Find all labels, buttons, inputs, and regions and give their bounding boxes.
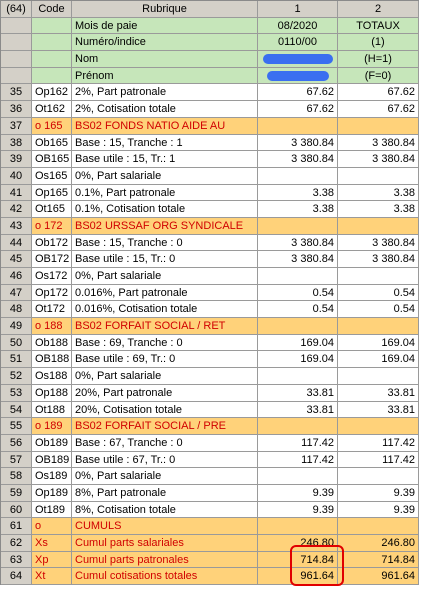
label-cell[interactable]: Cumul parts salariales [72,535,258,552]
section-row[interactable] [1,118,419,135]
code-cell[interactable]: Ob165 [32,135,72,152]
info-value-2[interactable]: (1) [338,34,419,51]
table-row[interactable] [1,135,419,152]
code-cell[interactable]: Ot165 [32,201,72,218]
section-row[interactable] [1,518,419,535]
code-cell[interactable]: o 172 [32,218,72,235]
value-col1-cell[interactable] [258,168,338,185]
value-col1-cell[interactable]: 3 380.84 [258,251,338,268]
value-col1-cell[interactable]: 961.64 [258,568,338,585]
value-col2-cell[interactable]: 117.42 [338,452,419,469]
code-cell[interactable]: OB172 [32,251,72,268]
row-number: 63 [1,552,32,569]
value-col1-cell[interactable]: 67.62 [258,101,338,118]
info-row [1,18,419,35]
value-col2-cell[interactable]: 169.04 [338,351,419,368]
code-cell [32,18,72,35]
data-rows [1,84,419,585]
label-cell[interactable]: 0.1%, Part patronale [72,185,258,202]
label-cell[interactable]: Base utile : 69, Tr.: 0 [72,351,258,368]
value-col2-cell[interactable]: 714.84 [338,552,419,569]
info-value-1[interactable] [258,68,338,85]
value-col2-cell[interactable] [338,468,419,485]
value-col2-cell[interactable]: 3 380.84 [338,235,419,252]
info-value-2[interactable]: TOTAUX [338,18,419,35]
value-col2-cell[interactable]: 0.54 [338,301,419,318]
value-col1-cell[interactable] [258,368,338,385]
code-cell[interactable]: Ot188 [32,402,72,419]
row-number: 46 [1,268,32,285]
row-number: 45 [1,251,32,268]
code-cell[interactable]: Op165 [32,185,72,202]
code-cell[interactable]: Op172 [32,285,72,302]
table-row[interactable] [1,285,419,302]
row-number: 48 [1,301,32,318]
code-cell[interactable]: Ot162 [32,101,72,118]
info-label: Prénom [72,68,258,85]
info-value-1[interactable]: 08/2020 [258,18,338,35]
row-number: 51 [1,351,32,368]
value-col2-cell[interactable]: 117.42 [338,435,419,452]
label-cell[interactable]: Cumul parts patronales [72,552,258,569]
table-row[interactable] [1,368,419,385]
code-cell [32,68,72,85]
code-cell[interactable]: Os188 [32,368,72,385]
code-cell[interactable]: Os172 [32,268,72,285]
code-cell[interactable]: Ot172 [32,301,72,318]
header-col2[interactable]: 2 [338,1,419,18]
label-cell[interactable]: 8%, Cotisation totale [72,502,258,519]
value-col2-cell[interactable]: 9.39 [338,485,419,502]
value-col2-cell[interactable]: 33.81 [338,402,419,419]
value-col2-cell[interactable] [338,368,419,385]
code-cell[interactable]: Op162 [32,84,72,101]
value-col1-cell[interactable]: 169.04 [258,335,338,352]
value-col2-cell[interactable]: 9.39 [338,502,419,519]
info-value-2[interactable]: (H=1) [338,51,419,68]
label-cell[interactable]: Base : 67, Tranche : 0 [72,435,258,452]
table-row[interactable] [1,301,419,318]
value-col2-cell[interactable] [338,318,419,335]
info-label: Nom [72,51,258,68]
row-number: 39 [1,151,32,168]
row-number: 60 [1,502,32,519]
label-cell[interactable]: Base utile : 67, Tr.: 0 [72,452,258,469]
info-label: Numéro/indice [72,34,258,51]
info-label: Mois de paie [72,18,258,35]
code-cell[interactable]: OB165 [32,151,72,168]
row-number: 53 [1,385,32,402]
value-col1-cell[interactable] [258,218,338,235]
value-col2-cell[interactable]: 3 380.84 [338,151,419,168]
code-cell[interactable]: Ob172 [32,235,72,252]
row-number: 52 [1,368,32,385]
row-number: 44 [1,235,32,252]
label-cell[interactable]: 2%, Cotisation totale [72,101,258,118]
table-row[interactable] [1,552,419,569]
row-number: 41 [1,185,32,202]
table-row[interactable] [1,185,419,202]
value-col1-cell[interactable]: 9.39 [258,502,338,519]
row-number: 56 [1,435,32,452]
info-row [1,34,419,51]
row-number: 55 [1,418,32,435]
value-col1-cell[interactable]: 169.04 [258,351,338,368]
code-cell[interactable]: Xp [32,552,72,569]
label-cell[interactable]: Base utile : 15, Tr.: 1 [72,151,258,168]
label-cell[interactable]: BS02 FONDS NATIO AIDE AU [72,118,258,135]
table-row[interactable] [1,351,419,368]
value-col1-cell[interactable]: 67.62 [258,84,338,101]
value-col1-cell[interactable] [258,268,338,285]
code-cell[interactable]: Op189 [32,485,72,502]
info-row [1,68,419,85]
value-col2-cell[interactable]: 0.54 [338,285,419,302]
value-col1-cell[interactable]: 0.54 [258,285,338,302]
row-number [1,51,32,68]
value-col2-cell[interactable] [338,218,419,235]
header-code[interactable]: Code [32,1,72,18]
row-number [1,18,32,35]
row-number: 43 [1,218,32,235]
value-col1-cell[interactable]: 714.84 [258,552,338,569]
row-number: 38 [1,135,32,152]
value-col1-cell[interactable] [258,118,338,135]
info-row [1,51,419,68]
table-row[interactable] [1,535,419,552]
code-cell[interactable]: OB188 [32,351,72,368]
label-cell[interactable]: BS02 FORFAIT SOCIAL / PRE [72,418,258,435]
table-row[interactable] [1,568,419,585]
value-col2-cell[interactable]: 3.38 [338,201,419,218]
value-col1-cell[interactable]: 3.38 [258,201,338,218]
label-cell[interactable]: Base utile : 15, Tr.: 0 [72,251,258,268]
table-row[interactable] [1,201,419,218]
code-cell [32,34,72,51]
table-row[interactable] [1,435,419,452]
label-cell[interactable]: 2%, Part patronale [72,84,258,101]
section-row[interactable] [1,318,419,335]
header-row [1,1,419,18]
value-col2-cell[interactable] [338,268,419,285]
row-number: 40 [1,168,32,185]
label-cell[interactable]: Cumul cotisations totales [72,568,258,585]
value-col2-cell[interactable]: 3 380.84 [338,251,419,268]
label-cell[interactable]: 0%, Part salariale [72,368,258,385]
label-cell[interactable]: Base : 15, Tranche : 1 [72,135,258,152]
code-cell[interactable]: Os165 [32,168,72,185]
value-col2-cell[interactable]: 67.62 [338,101,419,118]
code-cell[interactable]: OB189 [32,452,72,469]
value-col1-cell[interactable]: 3 380.84 [258,135,338,152]
code-cell[interactable]: Ob188 [32,335,72,352]
value-col2-cell[interactable] [338,518,419,535]
label-cell[interactable]: Base : 69, Tranche : 0 [72,335,258,352]
value-col2-cell[interactable]: 961.64 [338,568,419,585]
row-number: 49 [1,318,32,335]
label-cell[interactable]: 0.016%, Part patronale [72,285,258,302]
value-col1-cell[interactable]: 3.38 [258,185,338,202]
table-row[interactable] [1,268,419,285]
label-cell[interactable]: 0.016%, Cotisation totale [72,301,258,318]
table-row[interactable] [1,101,419,118]
table-row[interactable] [1,151,419,168]
row-number: 42 [1,201,32,218]
info-value-2[interactable]: (F=0) [338,68,419,85]
row-number: 50 [1,335,32,352]
table-row[interactable] [1,168,419,185]
row-number: 59 [1,485,32,502]
table-row[interactable] [1,251,419,268]
row-number [1,68,32,85]
value-col1-cell[interactable]: 33.81 [258,402,338,419]
table-row[interactable] [1,468,419,485]
row-number: 58 [1,468,32,485]
header-col1[interactable]: 1 [258,1,338,18]
label-cell[interactable]: 8%, Part patronale [72,485,258,502]
table-row[interactable] [1,402,419,419]
value-col1-cell[interactable]: 3 380.84 [258,151,338,168]
table-row[interactable] [1,385,419,402]
code-cell[interactable]: o 165 [32,118,72,135]
value-col2-cell[interactable] [338,118,419,135]
code-cell[interactable]: Xt [32,568,72,585]
value-col2-cell[interactable]: 169.04 [338,335,419,352]
table-row[interactable] [1,235,419,252]
label-cell[interactable]: Base : 15, Tranche : 0 [72,235,258,252]
table-row[interactable] [1,84,419,101]
label-cell[interactable]: 20%, Part patronale [72,385,258,402]
info-value-1[interactable]: 0110/00 [258,34,338,51]
info-value-1[interactable] [258,51,338,68]
value-col1-cell[interactable] [258,418,338,435]
header-count[interactable]: (64) [1,1,32,18]
value-col1-cell[interactable] [258,518,338,535]
table-row[interactable] [1,452,419,469]
value-col1-cell[interactable]: 9.39 [258,485,338,502]
row-number: 37 [1,118,32,135]
value-col1-cell[interactable]: 117.42 [258,435,338,452]
value-col1-cell[interactable] [258,468,338,485]
row-number: 36 [1,101,32,118]
section-row[interactable] [1,418,419,435]
value-col1-cell[interactable]: 117.42 [258,452,338,469]
header-rubrique[interactable]: Rubrique [72,1,258,18]
code-cell[interactable]: o 189 [32,418,72,435]
value-col2-cell[interactable] [338,418,419,435]
table-row[interactable] [1,485,419,502]
value-col2-cell[interactable]: 3.38 [338,185,419,202]
value-col2-cell[interactable]: 3 380.84 [338,135,419,152]
value-col2-cell[interactable]: 67.62 [338,84,419,101]
code-cell[interactable]: Ot189 [32,502,72,519]
value-col1-cell[interactable] [258,318,338,335]
row-number: 57 [1,452,32,469]
table-row[interactable] [1,502,419,519]
value-col1-cell[interactable]: 246.80 [258,535,338,552]
value-col2-cell[interactable] [338,168,419,185]
row-number: 47 [1,285,32,302]
label-cell[interactable]: 20%, Cotisation totale [72,402,258,419]
value-col2-cell[interactable]: 33.81 [338,385,419,402]
label-cell[interactable]: CUMULS [72,518,258,535]
value-col2-cell[interactable]: 246.80 [338,535,419,552]
value-col1-cell[interactable]: 3 380.84 [258,235,338,252]
redacted-name [263,54,333,64]
section-row[interactable] [1,218,419,235]
highlight-annotation [290,545,344,586]
label-cell[interactable]: BS02 FORFAIT SOCIAL / RET [72,318,258,335]
label-cell[interactable]: 0%, Part salariale [72,168,258,185]
label-cell[interactable]: BS02 URSSAF ORG SYNDICALE [72,218,258,235]
code-cell[interactable]: Ob189 [32,435,72,452]
row-number: 64 [1,568,32,585]
row-number: 35 [1,84,32,101]
redacted-firstname [267,71,329,81]
row-number: 54 [1,402,32,419]
row-number: 61 [1,518,32,535]
label-cell[interactable]: 0%, Part salariale [72,268,258,285]
value-col1-cell[interactable]: 33.81 [258,385,338,402]
code-cell[interactable]: o 188 [32,318,72,335]
value-col1-cell[interactable]: 0.54 [258,301,338,318]
code-cell[interactable]: o [32,518,72,535]
row-number: 62 [1,535,32,552]
code-cell[interactable]: Os189 [32,468,72,485]
code-cell[interactable]: Xs [32,535,72,552]
label-cell[interactable]: 0.1%, Cotisation totale [72,201,258,218]
label-cell[interactable]: 0%, Part salariale [72,468,258,485]
table-row[interactable] [1,335,419,352]
row-number [1,34,32,51]
code-cell[interactable]: Op188 [32,385,72,402]
code-cell [32,51,72,68]
